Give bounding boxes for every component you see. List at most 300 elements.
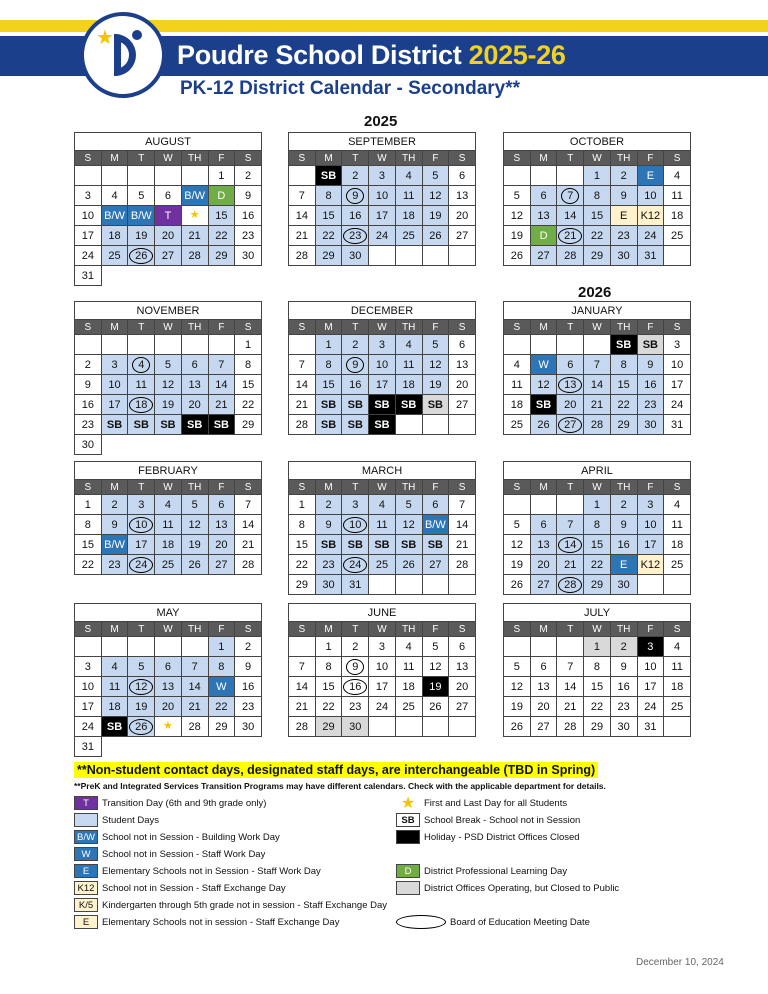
day-cell: 22 — [584, 697, 611, 717]
day-cell: 16 — [235, 206, 262, 226]
day-cell: 8 — [289, 515, 316, 535]
day-cell: 25 — [664, 555, 691, 575]
day-cell: 14 — [208, 375, 235, 395]
weekday-header: F — [208, 320, 235, 335]
weekday-header: TH — [181, 622, 208, 637]
day-cell: 14 — [289, 206, 316, 226]
day-cell: 23 — [315, 555, 342, 575]
board-meeting-marker: 14 — [558, 537, 582, 553]
weekday-header: F — [208, 151, 235, 166]
day-cell: 21 — [557, 697, 584, 717]
day-cell: 19 — [504, 697, 531, 717]
month-august — [74, 132, 262, 286]
day-cell: 15 — [315, 677, 342, 697]
weekday-header: F — [637, 622, 664, 637]
day-cell: 11 — [395, 657, 422, 677]
day-cell: 4 — [395, 637, 422, 657]
day-cell: 21 — [449, 535, 476, 555]
month-june — [288, 603, 476, 737]
weekday-header: T — [342, 151, 369, 166]
legend-item — [396, 881, 619, 895]
weekday-header: W — [155, 480, 182, 495]
day-cell: 10 — [637, 515, 664, 535]
weekday-header: TH — [181, 151, 208, 166]
day-cell — [422, 246, 449, 266]
legend-label: Kindergarten through 5th grade not in session - Staff Exchange Day — [102, 899, 388, 911]
legend-label: Board of Education Meeting Date — [450, 916, 590, 928]
day-cell: 6 — [449, 335, 476, 355]
weekday-header: M — [101, 480, 128, 495]
day-cell: 8 — [208, 657, 235, 677]
day-cell: 11 — [664, 657, 691, 677]
day-cell: 11 — [664, 186, 691, 206]
day-cell — [557, 495, 584, 515]
month-name: FEBRUARY — [75, 462, 262, 480]
day-cell: 16 — [610, 677, 637, 697]
legend-item — [396, 796, 567, 810]
day-cell: 2 — [610, 166, 637, 186]
day-cell: 1 — [289, 495, 316, 515]
day-cell: 4 — [369, 495, 396, 515]
day-cell: 13 — [449, 657, 476, 677]
day-cell: 12 — [504, 206, 531, 226]
day-cell: 18 — [101, 697, 128, 717]
weekday-header: T — [128, 622, 155, 637]
day-cell: 12 — [504, 535, 531, 555]
day-cell: 18 — [664, 677, 691, 697]
legend-label: School not in Session - Staff Exchange Day — [102, 882, 286, 894]
day-cell: 28 — [181, 246, 208, 266]
legend-item — [74, 796, 266, 810]
legend-item — [74, 915, 339, 929]
day-cell: 20 — [449, 677, 476, 697]
day-cell: 20 — [449, 206, 476, 226]
day-cell: SB — [395, 535, 422, 555]
weekday-header: W — [584, 320, 611, 335]
day-cell: B/W — [101, 535, 128, 555]
day-cell — [128, 166, 155, 186]
day-cell: 12 — [181, 515, 208, 535]
day-cell: 3 — [637, 637, 664, 657]
weekday-header: S — [235, 151, 262, 166]
weekday-header: F — [637, 320, 664, 335]
month-october — [503, 132, 691, 266]
day-cell: SB — [395, 395, 422, 415]
day-cell: 25 — [101, 246, 128, 266]
weekday-header: TH — [610, 151, 637, 166]
day-cell: 22 — [289, 555, 316, 575]
day-cell: 25 — [155, 555, 182, 575]
day-cell: 6 — [422, 495, 449, 515]
day-cell: 25 — [395, 226, 422, 246]
day-cell — [530, 335, 557, 355]
day-cell: 19 — [422, 677, 449, 697]
day-cell — [664, 246, 691, 266]
day-cell: 4 — [664, 166, 691, 186]
day-cell: 12 — [422, 355, 449, 375]
day-cell: 10 — [101, 375, 128, 395]
weekday-header: S — [449, 480, 476, 495]
day-cell: 3 — [369, 335, 396, 355]
day-cell: 16 — [235, 677, 262, 697]
day-cell: 25 — [664, 697, 691, 717]
day-cell: 17 — [75, 697, 102, 717]
day-cell — [75, 166, 102, 186]
day-cell — [422, 717, 449, 737]
day-cell: 7 — [208, 355, 235, 375]
weekday-header: W — [369, 151, 396, 166]
month-name: JANUARY — [504, 302, 691, 320]
day-cell — [289, 335, 316, 355]
day-cell: 22 — [315, 226, 342, 246]
day-cell: 14 — [289, 375, 316, 395]
day-cell — [557, 226, 584, 246]
day-cell: 3 — [128, 495, 155, 515]
day-cell: 4 — [504, 355, 531, 375]
day-cell — [530, 637, 557, 657]
day-cell: W — [530, 355, 557, 375]
day-cell — [128, 246, 155, 266]
legend-label: District Offices Operating, but Closed to Public — [424, 882, 620, 894]
weekday-header: W — [155, 151, 182, 166]
day-cell: 20 — [449, 375, 476, 395]
day-cell — [181, 206, 208, 226]
interchangeable-note: **Non-student contact days, designated staff days, are interchangeable (TBD in Spring) — [74, 762, 598, 778]
day-cell: 28 — [289, 246, 316, 266]
day-cell: 6 — [557, 355, 584, 375]
weekday-header: S — [289, 622, 316, 637]
day-cell: 2 — [610, 637, 637, 657]
day-cell: 3 — [75, 657, 102, 677]
day-cell — [369, 246, 396, 266]
day-cell: B/W — [128, 206, 155, 226]
day-cell: 1 — [75, 495, 102, 515]
day-cell: 1 — [315, 335, 342, 355]
weekday-header: F — [208, 622, 235, 637]
day-cell: SB — [155, 415, 182, 435]
weekday-header: S — [449, 151, 476, 166]
day-cell: 30 — [610, 717, 637, 737]
day-cell: 25 — [504, 415, 531, 435]
day-cell: 28 — [289, 717, 316, 737]
day-cell: 19 — [504, 555, 531, 575]
day-cell: 7 — [289, 355, 316, 375]
day-cell — [181, 166, 208, 186]
legend-item — [396, 830, 580, 844]
weekday-header: S — [504, 151, 531, 166]
legend-swatch — [396, 881, 420, 895]
legend-swatch: T — [74, 796, 98, 810]
day-cell: 11 — [101, 677, 128, 697]
month-january — [503, 301, 691, 435]
revision-date: December 10, 2024 — [636, 957, 724, 968]
day-cell: 5 — [504, 186, 531, 206]
board-meeting-marker: 9 — [346, 357, 364, 373]
day-cell: 16 — [342, 375, 369, 395]
day-cell: 17 — [637, 535, 664, 555]
legend-swatch: D — [396, 864, 420, 878]
day-cell: 4 — [395, 166, 422, 186]
board-meeting-marker: 23 — [343, 228, 367, 244]
day-cell: 29 — [208, 246, 235, 266]
day-cell — [155, 717, 182, 737]
day-cell: SB — [101, 717, 128, 737]
day-cell: 5 — [181, 495, 208, 515]
day-cell — [557, 535, 584, 555]
day-cell — [342, 677, 369, 697]
weekday-header: W — [584, 151, 611, 166]
day-cell: 1 — [584, 637, 611, 657]
weekday-header: S — [75, 480, 102, 495]
month-name: JULY — [504, 604, 691, 622]
day-cell: 3 — [342, 495, 369, 515]
day-cell: 10 — [637, 657, 664, 677]
legend-swatch — [396, 830, 420, 844]
weekday-header: W — [584, 622, 611, 637]
day-cell: 29 — [584, 717, 611, 737]
day-cell: 12 — [504, 677, 531, 697]
day-cell — [101, 637, 128, 657]
weekday-header: S — [235, 320, 262, 335]
day-cell — [664, 717, 691, 737]
day-cell: 2 — [610, 495, 637, 515]
day-cell: B/W — [422, 515, 449, 535]
day-cell — [449, 246, 476, 266]
day-cell: 28 — [181, 717, 208, 737]
weekday-header: F — [422, 480, 449, 495]
day-cell: 7 — [235, 495, 262, 515]
weekday-header: S — [504, 622, 531, 637]
weekday-header: TH — [395, 622, 422, 637]
weekday-header: T — [557, 480, 584, 495]
board-meeting-marker: 9 — [346, 188, 364, 204]
month-name: MAY — [75, 604, 262, 622]
day-cell — [557, 375, 584, 395]
weekday-header: S — [504, 320, 531, 335]
day-cell: SB — [342, 395, 369, 415]
day-cell: 9 — [235, 186, 262, 206]
month-name: MARCH — [289, 462, 476, 480]
board-meeting-marker: 18 — [129, 397, 153, 413]
legend-label: School not in Session - Building Work Day — [102, 831, 280, 843]
day-cell: 13 — [449, 355, 476, 375]
day-cell — [75, 637, 102, 657]
day-cell: 29 — [584, 246, 611, 266]
day-cell: 28 — [557, 246, 584, 266]
day-cell: 4 — [155, 495, 182, 515]
day-cell: 5 — [504, 515, 531, 535]
day-cell: 19 — [422, 206, 449, 226]
weekday-header: F — [637, 480, 664, 495]
day-cell: 25 — [664, 226, 691, 246]
day-cell: 9 — [315, 515, 342, 535]
year-range: 2025-26 — [468, 40, 566, 70]
day-cell: 13 — [530, 677, 557, 697]
star-icon: ★ — [400, 795, 416, 812]
legend-swatch: E — [74, 915, 98, 929]
day-cell — [128, 355, 155, 375]
day-cell: 28 — [289, 415, 316, 435]
day-cell: 8 — [235, 355, 262, 375]
day-cell: 28 — [584, 415, 611, 435]
weekday-header: TH — [610, 320, 637, 335]
day-cell — [342, 657, 369, 677]
day-cell: 13 — [530, 206, 557, 226]
day-cell: 30 — [235, 246, 262, 266]
day-cell: 19 — [128, 226, 155, 246]
weekday-header: M — [315, 622, 342, 637]
day-cell: 9 — [235, 657, 262, 677]
day-cell: 15 — [208, 206, 235, 226]
day-cell — [637, 575, 664, 595]
weekday-header: W — [584, 480, 611, 495]
weekday-header: S — [75, 622, 102, 637]
day-cell: 15 — [584, 535, 611, 555]
day-cell — [128, 395, 155, 415]
day-cell — [101, 166, 128, 186]
day-cell: 6 — [155, 657, 182, 677]
day-cell — [155, 335, 182, 355]
day-cell: 17 — [369, 677, 396, 697]
day-cell: 31 — [342, 575, 369, 595]
day-cell — [208, 335, 235, 355]
day-cell: 16 — [75, 395, 102, 415]
day-cell — [155, 166, 182, 186]
day-cell: 31 — [637, 717, 664, 737]
page-title: Poudre School District 2025-26 — [177, 40, 566, 70]
weekday-header: TH — [395, 480, 422, 495]
day-cell: 23 — [342, 697, 369, 717]
day-cell: 22 — [75, 555, 102, 575]
weekday-header: M — [101, 151, 128, 166]
day-cell: 11 — [395, 186, 422, 206]
day-cell: 7 — [181, 657, 208, 677]
day-cell: 30 — [610, 575, 637, 595]
day-cell — [557, 637, 584, 657]
day-cell: 25 — [395, 697, 422, 717]
day-cell: 4 — [664, 495, 691, 515]
day-cell: 16 — [610, 535, 637, 555]
day-cell: 10 — [369, 186, 396, 206]
weekday-header: M — [530, 480, 557, 495]
day-cell: 9 — [75, 375, 102, 395]
day-cell — [504, 335, 531, 355]
board-meeting-marker: 27 — [558, 417, 582, 433]
weekday-header: TH — [181, 480, 208, 495]
legend-label: Elementary Schools not in session - Staff Exchange Day — [102, 916, 340, 928]
month-name: SEPTEMBER — [289, 133, 476, 151]
day-cell: 18 — [155, 535, 182, 555]
day-cell: 8 — [315, 186, 342, 206]
day-cell: 19 — [181, 535, 208, 555]
day-cell — [557, 335, 584, 355]
day-cell: 11 — [128, 375, 155, 395]
day-cell: B/W — [101, 206, 128, 226]
day-cell: 27 — [449, 226, 476, 246]
day-cell: 2 — [101, 495, 128, 515]
day-cell: 17 — [637, 677, 664, 697]
day-cell — [128, 677, 155, 697]
day-cell: 19 — [422, 375, 449, 395]
day-cell: 28 — [557, 717, 584, 737]
day-cell: 22 — [208, 226, 235, 246]
day-cell: 29 — [208, 717, 235, 737]
day-cell — [342, 186, 369, 206]
legend-swatch: K/5 — [74, 898, 98, 912]
day-cell: 17 — [75, 226, 102, 246]
day-cell: 22 — [584, 226, 611, 246]
day-cell: 10 — [369, 355, 396, 375]
board-meeting-marker: 7 — [561, 188, 579, 204]
day-cell: 14 — [557, 206, 584, 226]
legend-swatch — [74, 813, 98, 827]
day-cell: SB — [342, 535, 369, 555]
legend-label: Transition Day (6th and 9th grade only) — [102, 797, 267, 809]
day-cell: 8 — [584, 657, 611, 677]
day-cell: 17 — [664, 375, 691, 395]
day-cell — [664, 575, 691, 595]
weekday-header: S — [664, 622, 691, 637]
day-cell: 21 — [208, 395, 235, 415]
day-cell — [75, 335, 102, 355]
day-cell: 6 — [449, 637, 476, 657]
day-cell: 24 — [369, 697, 396, 717]
day-cell: SB — [128, 415, 155, 435]
logo-p-icon — [114, 34, 136, 76]
day-cell: 15 — [315, 375, 342, 395]
legend-item — [74, 864, 321, 878]
day-cell: D — [208, 186, 235, 206]
day-cell: 18 — [395, 677, 422, 697]
day-cell: 2 — [342, 637, 369, 657]
day-cell: SB — [369, 535, 396, 555]
day-cell: E — [637, 166, 664, 186]
day-cell: 15 — [75, 535, 102, 555]
day-cell: 4 — [101, 186, 128, 206]
weekday-header: TH — [610, 480, 637, 495]
day-cell: 8 — [584, 515, 611, 535]
day-cell — [181, 335, 208, 355]
day-cell: 6 — [208, 495, 235, 515]
month-name: DECEMBER — [289, 302, 476, 320]
day-cell — [530, 495, 557, 515]
district-logo — [80, 12, 166, 98]
weekday-header: S — [664, 480, 691, 495]
day-cell: 11 — [664, 515, 691, 535]
day-cell: 8 — [610, 355, 637, 375]
day-cell: 19 — [504, 226, 531, 246]
day-cell: 24 — [637, 226, 664, 246]
day-cell: 29 — [315, 717, 342, 737]
day-cell: 3 — [75, 186, 102, 206]
day-cell: 3 — [101, 355, 128, 375]
first-last-day-star-icon: ★ — [189, 209, 200, 221]
weekday-header: F — [422, 320, 449, 335]
day-cell: 21 — [235, 535, 262, 555]
day-cell: 5 — [504, 657, 531, 677]
day-cell: 6 — [155, 186, 182, 206]
day-cell: 27 — [155, 246, 182, 266]
board-meeting-marker: 16 — [343, 679, 367, 695]
day-cell: 30 — [235, 717, 262, 737]
weekday-header: M — [315, 480, 342, 495]
day-cell: 23 — [235, 226, 262, 246]
legend-swatch: W — [74, 847, 98, 861]
weekday-header: T — [557, 622, 584, 637]
day-cell: 20 — [155, 226, 182, 246]
day-cell — [369, 717, 396, 737]
day-cell: 1 — [584, 495, 611, 515]
